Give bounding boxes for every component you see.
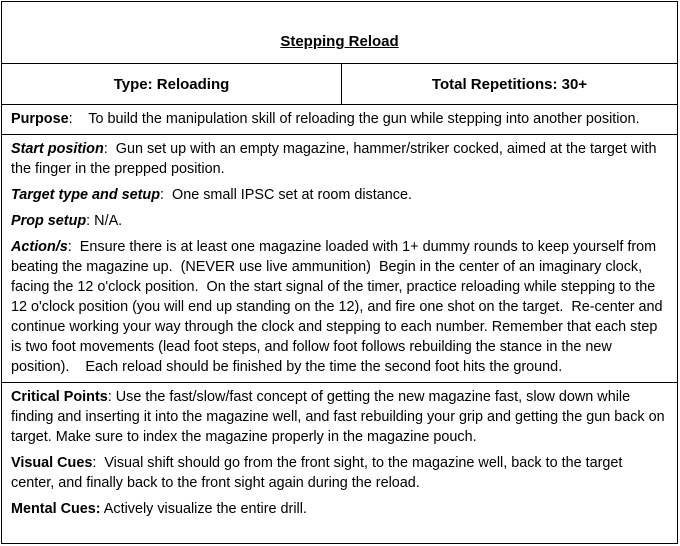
visual-cues-label: Visual Cues [11, 455, 93, 471]
target-setup-sep: : [160, 187, 172, 203]
critical-points-sep: : [107, 389, 116, 405]
actions-section [2, 232, 677, 383]
actions-label: Action/s [11, 239, 68, 255]
drill-sheet [1, 1, 678, 544]
start-position-section [2, 135, 677, 180]
purpose-label: Purpose [11, 111, 69, 127]
start-position-sep: : [103, 141, 116, 157]
purpose-text: To build the manipulation skill of reloading the gun while stepping into another position. [88, 111, 640, 127]
target-setup-label: Target type and setup [11, 187, 160, 203]
critical-points-section [2, 383, 677, 448]
prop-setup-section [2, 206, 677, 232]
mental-cues-label: Mental Cues: [11, 501, 101, 517]
prop-setup-text: N/A. [94, 213, 123, 229]
start-position-label: Start position [11, 141, 104, 157]
actions-text: Ensure there is at least one magazine loaded with 1+ dummy rounds to keep yourself from beating the magazine up. (NEVER use live ammunition) Begin in the center of an imaginary clock, facing the 12 o'clock position. On the start signal of the timer, practice reloading while stepping to the 12 o'clock position (you will end up standing on the 12), and fire one shot on the target. Re-center and continue working your way through the clock and stepping to each number. Remember that each step is two foot movements (lead foot steps, and follow foot follows rebuilding the stance in the new position). Each reload should be finished by the time the second foot hits the ground. [11, 239, 667, 375]
target-setup-text: One small IPSC set at room distance. [172, 187, 412, 203]
visual-cues-text: Visual shift should go from the front sight, to the magazine well, back to the target center, and finally back to the front sight again during the reload. [11, 455, 623, 491]
mental-cues-section [2, 494, 677, 524]
visual-cues-section [2, 448, 677, 494]
prop-setup-label: Prop setup [11, 213, 87, 229]
type-row [2, 64, 677, 105]
drill-title: Stepping Reload [280, 33, 399, 50]
total-repetitions: Total Repetitions: 30+ [431, 75, 588, 93]
mental-cues-text: Actively visualize the entire drill. [103, 501, 307, 517]
target-setup-section [2, 180, 677, 206]
critical-points-text: Use the fast/slow/fast concept of getting the new magazine fast, slow down while finding and inserting it into the magazine well, and fast rebuilding your grip and getting the gun back on target. Make sure to index the magazine properly in the magazine pouch. [11, 389, 665, 445]
drill-type: Type: Reloading [2, 64, 342, 104]
title-row [2, 2, 677, 64]
prop-setup-sep: : [86, 213, 95, 229]
visual-cues-sep: : [92, 455, 105, 471]
critical-points-label: Critical Points [11, 389, 108, 405]
start-position-text: Gun set up with an empty magazine, hammer/striker cocked, aimed at the target with the finger in the prepped position. [11, 141, 657, 177]
actions-sep: : [67, 239, 80, 255]
purpose-section [2, 105, 677, 135]
purpose-sep: : [68, 111, 89, 127]
